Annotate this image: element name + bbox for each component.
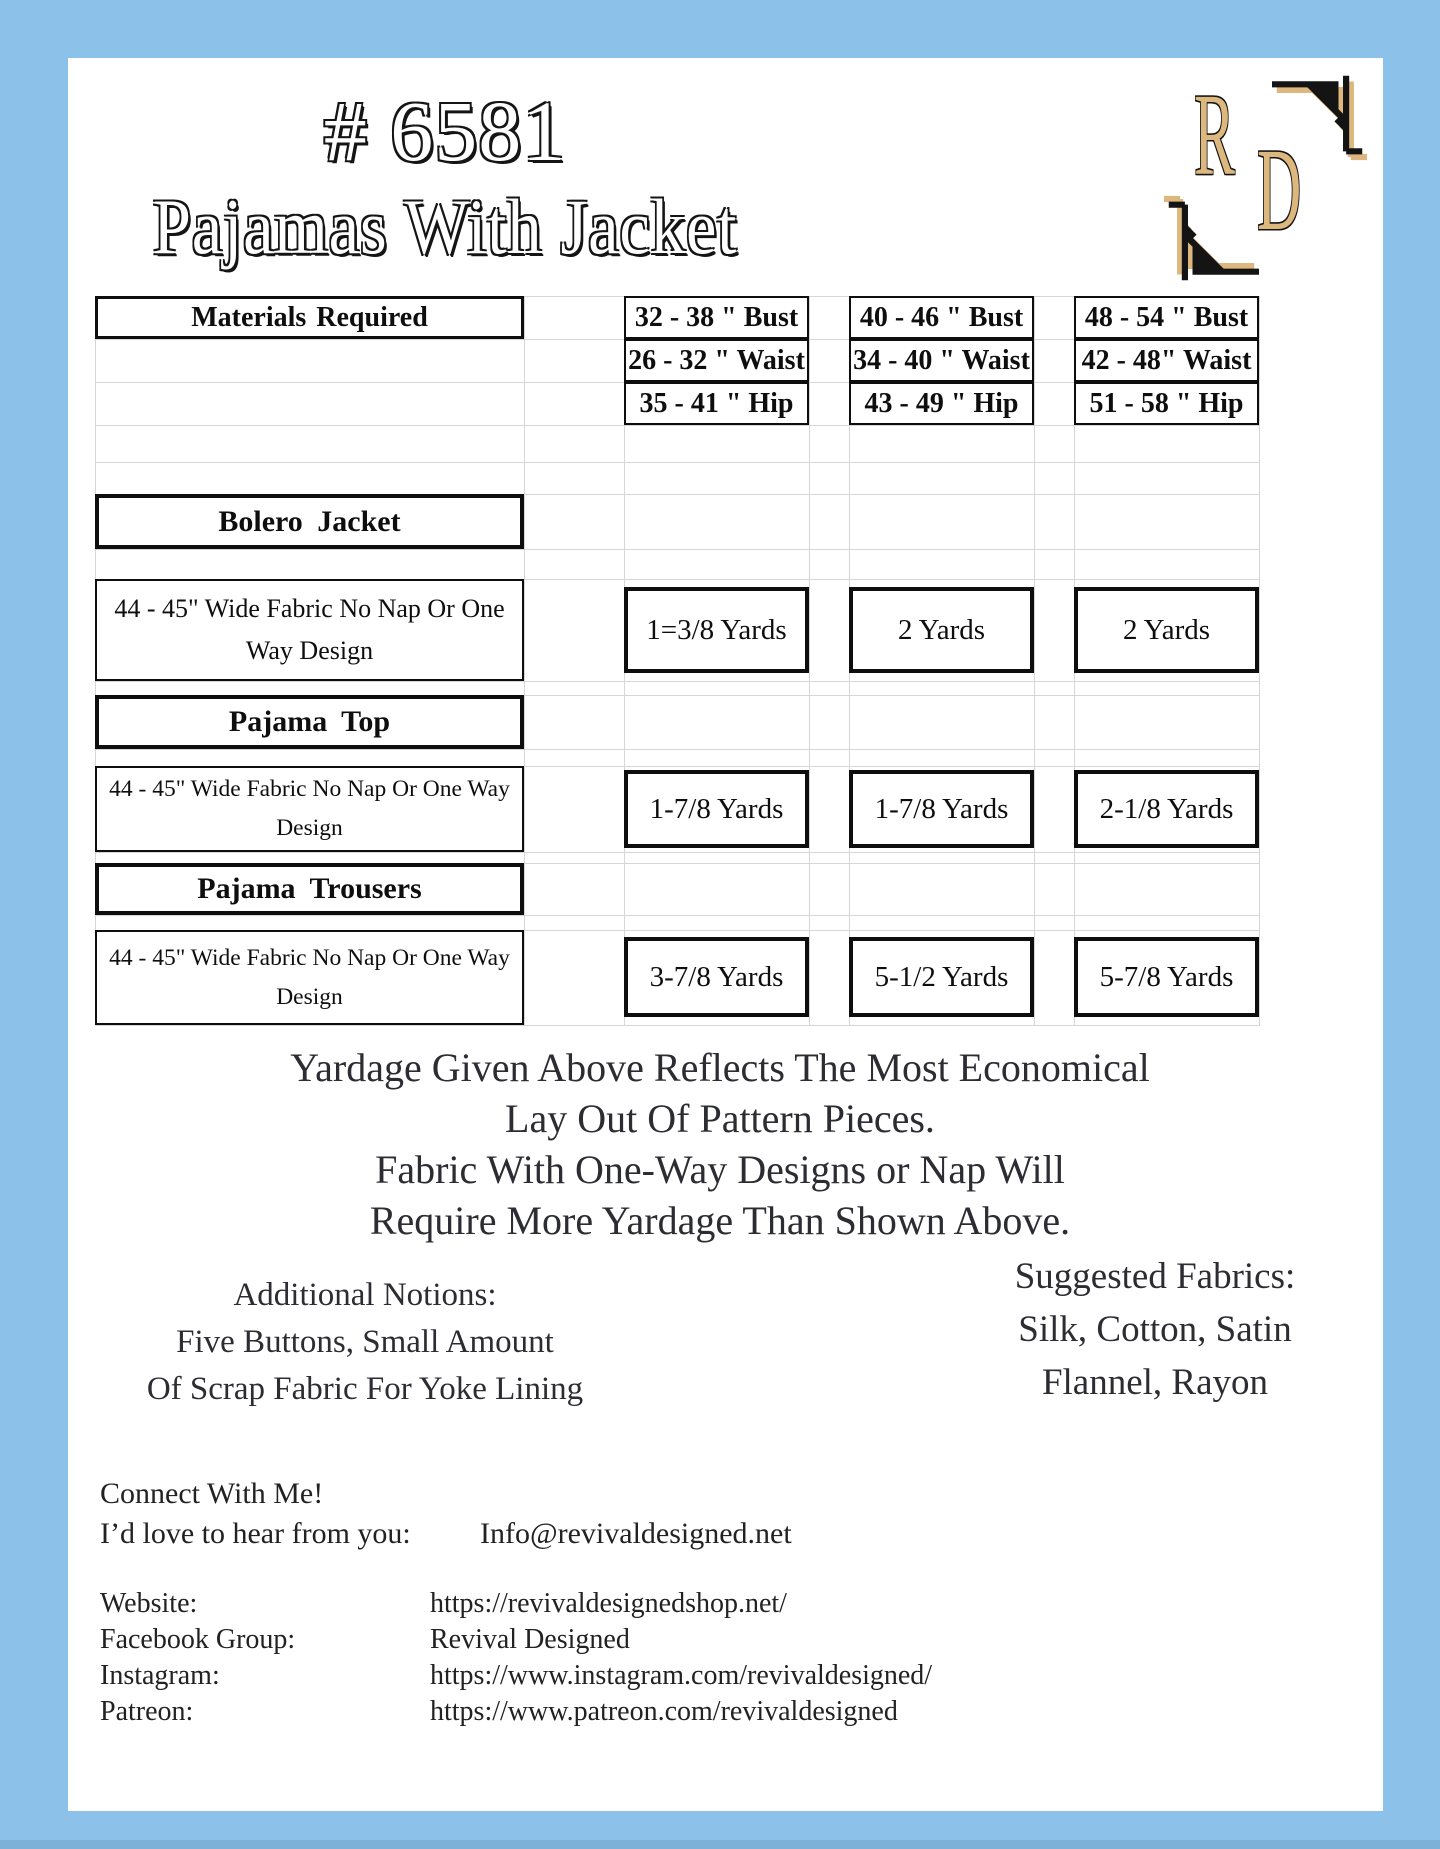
notions-line: Five Buttons, Small Amount xyxy=(176,1324,554,1360)
link-row xyxy=(100,1586,932,1622)
size-waist-cell: 26 - 32 " Waist xyxy=(624,339,809,382)
section-header-pajama-top: Pajama Top xyxy=(95,695,524,749)
table-gridline xyxy=(95,681,1260,682)
frame-bottom-edge xyxy=(0,1840,1440,1849)
fabric-line: Design xyxy=(276,815,343,841)
yardage-cell: 2 Yards xyxy=(849,587,1034,673)
note-line: Lay Out Of Pattern Pieces. xyxy=(505,1096,935,1141)
link-label: Facebook Group: xyxy=(100,1624,296,1655)
note-line: Fabric With One-Way Designs or Nap Will xyxy=(375,1147,1065,1192)
link-label: Instagram: xyxy=(100,1660,220,1691)
size-waist-cell: 42 - 48" Waist xyxy=(1074,339,1259,382)
notions-line: Additional Notions: xyxy=(233,1277,497,1313)
fabric-line: Way Design xyxy=(245,636,374,665)
yardage-cell: 5-7/8 Yards xyxy=(1074,937,1259,1017)
yardage-note xyxy=(120,1042,1320,1246)
additional-notions xyxy=(115,1272,615,1413)
note-line: Yardage Given Above Reflects The Most Economical xyxy=(290,1045,1150,1090)
size-hip-cell: 35 - 41 " Hip xyxy=(624,382,809,425)
link-row xyxy=(100,1622,932,1658)
fabrics-line: Suggested Fabrics: xyxy=(1014,1256,1296,1297)
table-gridline xyxy=(95,1025,1260,1026)
fabric-line: 44 - 45" Wide Fabric No Nap Or One Way xyxy=(109,776,510,803)
fabric-line: Design xyxy=(276,983,343,1010)
yardage-cell: 2 Yards xyxy=(1074,587,1259,673)
size-hip-cell: 43 - 49 " Hip xyxy=(849,382,1034,425)
size-bust-cell: 32 - 38 " Bust xyxy=(624,296,809,339)
table-gridline xyxy=(95,915,1260,916)
logo-letter-r: R xyxy=(1194,69,1235,200)
table-gridline xyxy=(95,462,1260,463)
suggested-fabrics xyxy=(965,1250,1345,1409)
art-deco-corner-bottom-left-icon xyxy=(1164,182,1259,284)
link-value: https://revivaldesignedshop.net/ xyxy=(430,1588,787,1619)
materials-table xyxy=(95,296,1260,1025)
fabrics-line: Flannel, Rayon xyxy=(1041,1362,1269,1403)
materials-header-cell: Materials Required xyxy=(95,296,524,339)
link-value: https://www.instagram.com/revivaldesigned/ xyxy=(430,1660,933,1691)
link-row xyxy=(100,1694,932,1730)
pattern-name: Pajamas With Jacket xyxy=(152,183,738,270)
table-gridline xyxy=(95,852,1260,853)
connect-email: Info@revivaldesigned.net xyxy=(480,1517,792,1550)
yardage-cell: 3-7/8 Yards xyxy=(624,937,809,1017)
table-gridline xyxy=(95,749,1260,750)
link-label: Website: xyxy=(100,1588,198,1619)
section-header-pajama-trousers: Pajama Trousers xyxy=(95,863,524,915)
fabrics-line: Silk, Cotton, Satin xyxy=(1018,1309,1292,1350)
fabric-line: 44 - 45" Wide Fabric No Nap Or One Way xyxy=(109,944,510,971)
logo-letter-d: D xyxy=(1257,124,1302,255)
pattern-number: # 6581 xyxy=(323,83,567,179)
yardage-cell: 1-7/8 Yards xyxy=(849,770,1034,848)
notions-line: Of Scrap Fabric For Yoke Lining xyxy=(146,1371,584,1407)
art-deco-corner-top-right-icon xyxy=(1272,72,1367,174)
note-line: Require More Yardage Than Shown Above. xyxy=(369,1198,1071,1243)
yardage-cell: 5-1/2 Yards xyxy=(849,937,1034,1017)
yardage-cell: 1-7/8 Yards xyxy=(624,770,809,848)
size-bust-cell: 48 - 54 " Bust xyxy=(1074,296,1259,339)
yardage-cell: 1=3/8 Yards xyxy=(624,587,809,673)
section-header-bolero-jacket: Bolero Jacket xyxy=(95,494,524,549)
link-label: Patreon: xyxy=(100,1696,194,1727)
size-waist-cell: 34 - 40 " Waist xyxy=(849,339,1034,382)
size-hip-cell: 51 - 58 " Hip xyxy=(1074,382,1259,425)
link-value: https://www.patreon.com/revivaldesigned xyxy=(430,1696,898,1727)
connect-subheading: I’d love to hear from you: xyxy=(100,1517,411,1550)
size-bust-cell: 40 - 46 " Bust xyxy=(849,296,1034,339)
fabric-description-cell xyxy=(95,930,524,1025)
connect-block xyxy=(100,1474,792,1554)
links-list xyxy=(100,1586,932,1730)
fabric-description-cell xyxy=(95,766,524,852)
connect-heading: Connect With Me! xyxy=(100,1477,324,1510)
link-row xyxy=(100,1658,932,1694)
link-value: Revival Designed xyxy=(430,1624,630,1655)
fabric-description-cell xyxy=(95,579,524,681)
revival-designed-logo xyxy=(1160,64,1375,279)
fabric-line: 44 - 45" Wide Fabric No Nap Or One xyxy=(114,593,505,623)
table-gridline xyxy=(95,549,1260,550)
table-gridline xyxy=(95,425,1260,426)
yardage-cell: 2-1/8 Yards xyxy=(1074,770,1259,848)
